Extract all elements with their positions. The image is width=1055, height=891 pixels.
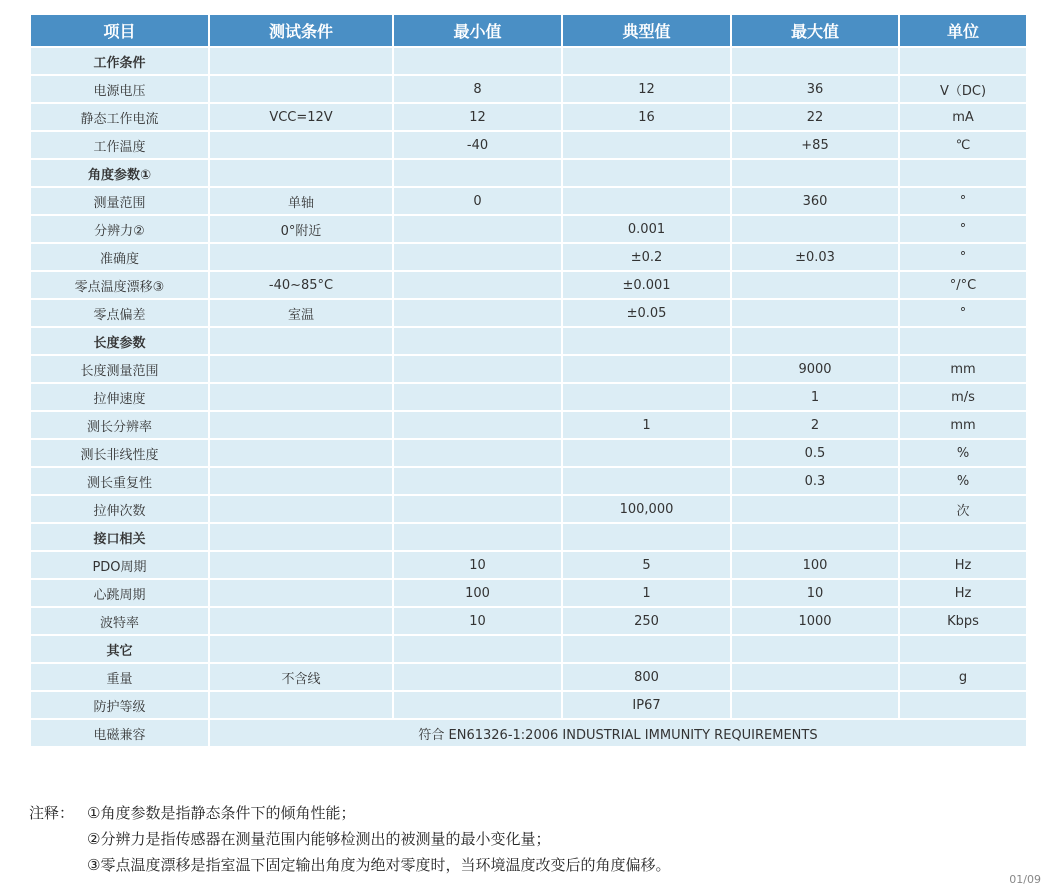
cell-item: 电磁兼容 xyxy=(30,719,209,747)
cell-max xyxy=(731,691,899,719)
table-row xyxy=(30,551,1027,579)
cell-min xyxy=(393,383,562,411)
cell-unit: g xyxy=(899,663,1027,691)
cell-min xyxy=(393,495,562,523)
table-section-row xyxy=(30,159,1027,187)
cell-typical xyxy=(562,383,731,411)
cell-min xyxy=(393,411,562,439)
cell-item: 波特率 xyxy=(30,607,209,635)
spec-table xyxy=(29,13,1028,748)
cell-max xyxy=(731,523,899,551)
cell-unit: ° xyxy=(899,243,1027,271)
cell-max xyxy=(731,663,899,691)
cell-typical: 1 xyxy=(562,579,731,607)
cell-max: 22 xyxy=(731,103,899,131)
table-row xyxy=(30,75,1027,103)
cell-test-condition xyxy=(209,495,393,523)
cell-min xyxy=(393,271,562,299)
cell-min xyxy=(393,243,562,271)
table-row xyxy=(30,579,1027,607)
cell-item: 电源电压 xyxy=(30,75,209,103)
cell-unit: % xyxy=(899,467,1027,495)
cell-test-condition xyxy=(209,635,393,663)
cell-unit: ° xyxy=(899,299,1027,327)
cell-max: 0.5 xyxy=(731,439,899,467)
cell-unit xyxy=(899,523,1027,551)
cell-emc-spec: 符合 EN61326-1:2006 INDUSTRIAL IMMUNITY REQUIREMENTS xyxy=(209,719,1027,747)
cell-item: 长度测量范围 xyxy=(30,355,209,383)
cell-item: 拉伸速度 xyxy=(30,383,209,411)
table-row xyxy=(30,439,1027,467)
cell-test-condition xyxy=(209,607,393,635)
page-number: 01/09 xyxy=(1009,873,1041,886)
cell-test-condition: 不含线 xyxy=(209,663,393,691)
cell-max xyxy=(731,327,899,355)
cell-typical: 0.001 xyxy=(562,215,731,243)
cell-min: 100 xyxy=(393,579,562,607)
cell-typical xyxy=(562,467,731,495)
cell-item: 重量 xyxy=(30,663,209,691)
cell-test-condition xyxy=(209,551,393,579)
note-item: ①角度参数是指静态条件下的倾角性能； xyxy=(87,804,356,822)
note-line xyxy=(29,800,670,826)
cell-max: 2 xyxy=(731,411,899,439)
cell-unit: mm xyxy=(899,355,1027,383)
cell-unit xyxy=(899,327,1027,355)
cell-typical xyxy=(562,635,731,663)
cell-unit: ℃ xyxy=(899,131,1027,159)
cell-typical: 1 xyxy=(562,411,731,439)
cell-unit xyxy=(899,691,1027,719)
table-row xyxy=(30,131,1027,159)
cell-min: 10 xyxy=(393,607,562,635)
cell-min xyxy=(393,467,562,495)
cell-typical: 12 xyxy=(562,75,731,103)
cell-unit: mm xyxy=(899,411,1027,439)
cell-min xyxy=(393,691,562,719)
cell-max: 10 xyxy=(731,579,899,607)
cell-item: 分辨力② xyxy=(30,215,209,243)
cell-test-condition: 0°附近 xyxy=(209,215,393,243)
header-unit: 单位 xyxy=(899,14,1027,47)
cell-max xyxy=(731,495,899,523)
table-row xyxy=(30,243,1027,271)
table-row xyxy=(30,215,1027,243)
header-typical: 典型值 xyxy=(562,14,731,47)
cell-max xyxy=(731,47,899,75)
cell-min xyxy=(393,299,562,327)
cell-unit: mA xyxy=(899,103,1027,131)
cell-typical xyxy=(562,187,731,215)
note-item: ③零点温度漂移是指室温下固定输出角度为绝对零度时，当环境温度改变后的角度偏移。 xyxy=(87,856,671,874)
cell-item: 静态工作电流 xyxy=(30,103,209,131)
table-row xyxy=(30,271,1027,299)
notes-title: 注释： xyxy=(29,804,75,822)
cell-typical: 100,000 xyxy=(562,495,731,523)
note-item: ②分辨力是指传感器在测量范围内能够检测出的被测量的最小变化量； xyxy=(87,830,551,848)
cell-max: 1 xyxy=(731,383,899,411)
cell-typical xyxy=(562,159,731,187)
cell-min xyxy=(393,635,562,663)
cell-min: -40 xyxy=(393,131,562,159)
cell-max xyxy=(731,271,899,299)
cell-test-condition: VCC=12V xyxy=(209,103,393,131)
cell-min: 8 xyxy=(393,75,562,103)
cell-typical: ±0.05 xyxy=(562,299,731,327)
cell-unit: Hz xyxy=(899,579,1027,607)
cell-test-condition: 单轴 xyxy=(209,187,393,215)
cell-test-condition xyxy=(209,47,393,75)
cell-item: 工作温度 xyxy=(30,131,209,159)
cell-typical: IP67 xyxy=(562,691,731,719)
table-row xyxy=(30,663,1027,691)
cell-unit xyxy=(899,47,1027,75)
table-row xyxy=(30,187,1027,215)
cell-typical: ±0.2 xyxy=(562,243,731,271)
table-row xyxy=(30,103,1027,131)
cell-max: 0.3 xyxy=(731,467,899,495)
table-row xyxy=(30,495,1027,523)
cell-unit: ° xyxy=(899,215,1027,243)
cell-test-condition xyxy=(209,159,393,187)
cell-item: 零点温度漂移③ xyxy=(30,271,209,299)
cell-max: 36 xyxy=(731,75,899,103)
cell-test-condition: -40~85°C xyxy=(209,271,393,299)
cell-test-condition xyxy=(209,327,393,355)
cell-item: 角度参数① xyxy=(30,159,209,187)
cell-min: 10 xyxy=(393,551,562,579)
cell-item: PDO周期 xyxy=(30,551,209,579)
cell-unit xyxy=(899,635,1027,663)
cell-unit: m/s xyxy=(899,383,1027,411)
cell-test-condition xyxy=(209,355,393,383)
cell-item: 测长非线性度 xyxy=(30,439,209,467)
cell-test-condition xyxy=(209,523,393,551)
cell-item: 零点偏差 xyxy=(30,299,209,327)
cell-test-condition xyxy=(209,75,393,103)
cell-typical xyxy=(562,355,731,383)
note-line xyxy=(29,852,670,878)
cell-min xyxy=(393,47,562,75)
cell-unit: Kbps xyxy=(899,607,1027,635)
cell-test-condition xyxy=(209,131,393,159)
cell-typical: ±0.001 xyxy=(562,271,731,299)
cell-max xyxy=(731,159,899,187)
cell-item: 测量范围 xyxy=(30,187,209,215)
table-row xyxy=(30,383,1027,411)
cell-unit xyxy=(899,159,1027,187)
cell-item: 防护等级 xyxy=(30,691,209,719)
cell-item: 工作条件 xyxy=(30,47,209,75)
cell-min xyxy=(393,159,562,187)
header-min: 最小值 xyxy=(393,14,562,47)
cell-test-condition xyxy=(209,467,393,495)
cell-min xyxy=(393,215,562,243)
cell-max: 9000 xyxy=(731,355,899,383)
cell-typical: 800 xyxy=(562,663,731,691)
cell-max: 1000 xyxy=(731,607,899,635)
cell-typical xyxy=(562,131,731,159)
table-row xyxy=(30,719,1027,747)
cell-item: 测长重复性 xyxy=(30,467,209,495)
table-row xyxy=(30,299,1027,327)
cell-min xyxy=(393,439,562,467)
table-header-row xyxy=(30,14,1027,47)
table-section-row xyxy=(30,327,1027,355)
cell-typical xyxy=(562,327,731,355)
cell-item: 拉伸次数 xyxy=(30,495,209,523)
cell-test-condition xyxy=(209,243,393,271)
cell-test-condition xyxy=(209,579,393,607)
cell-test-condition xyxy=(209,439,393,467)
cell-min: 12 xyxy=(393,103,562,131)
cell-item: 接口相关 xyxy=(30,523,209,551)
table-section-row xyxy=(30,523,1027,551)
cell-typical: 5 xyxy=(562,551,731,579)
cell-max xyxy=(731,635,899,663)
table-row xyxy=(30,355,1027,383)
cell-item: 测长分辨率 xyxy=(30,411,209,439)
cell-max: ±0.03 xyxy=(731,243,899,271)
cell-min xyxy=(393,663,562,691)
cell-max: +85 xyxy=(731,131,899,159)
cell-max: 100 xyxy=(731,551,899,579)
header-item: 项目 xyxy=(30,14,209,47)
cell-test-condition xyxy=(209,691,393,719)
table-row xyxy=(30,411,1027,439)
cell-item: 准确度 xyxy=(30,243,209,271)
cell-typical xyxy=(562,523,731,551)
cell-test-condition xyxy=(209,411,393,439)
table-section-row xyxy=(30,47,1027,75)
cell-max xyxy=(731,215,899,243)
cell-typical: 250 xyxy=(562,607,731,635)
cell-test-condition xyxy=(209,383,393,411)
cell-item: 长度参数 xyxy=(30,327,209,355)
cell-unit: V（DC) xyxy=(899,75,1027,103)
note-line xyxy=(29,826,670,852)
cell-min xyxy=(393,327,562,355)
cell-unit: % xyxy=(899,439,1027,467)
cell-unit: 次 xyxy=(899,495,1027,523)
cell-min xyxy=(393,523,562,551)
table-row xyxy=(30,691,1027,719)
table-section-row xyxy=(30,635,1027,663)
cell-min xyxy=(393,355,562,383)
cell-test-condition: 室温 xyxy=(209,299,393,327)
notes xyxy=(29,800,670,878)
header-test-condition: 测试条件 xyxy=(209,14,393,47)
cell-min: 0 xyxy=(393,187,562,215)
cell-typical xyxy=(562,47,731,75)
cell-item: 其它 xyxy=(30,635,209,663)
cell-max xyxy=(731,299,899,327)
cell-typical xyxy=(562,439,731,467)
cell-item: 心跳周期 xyxy=(30,579,209,607)
table-body xyxy=(30,47,1027,747)
table-row xyxy=(30,607,1027,635)
cell-unit: °/°C xyxy=(899,271,1027,299)
header-max: 最大值 xyxy=(731,14,899,47)
table-row xyxy=(30,467,1027,495)
cell-unit: Hz xyxy=(899,551,1027,579)
cell-typical: 16 xyxy=(562,103,731,131)
cell-max: 360 xyxy=(731,187,899,215)
cell-unit: ° xyxy=(899,187,1027,215)
